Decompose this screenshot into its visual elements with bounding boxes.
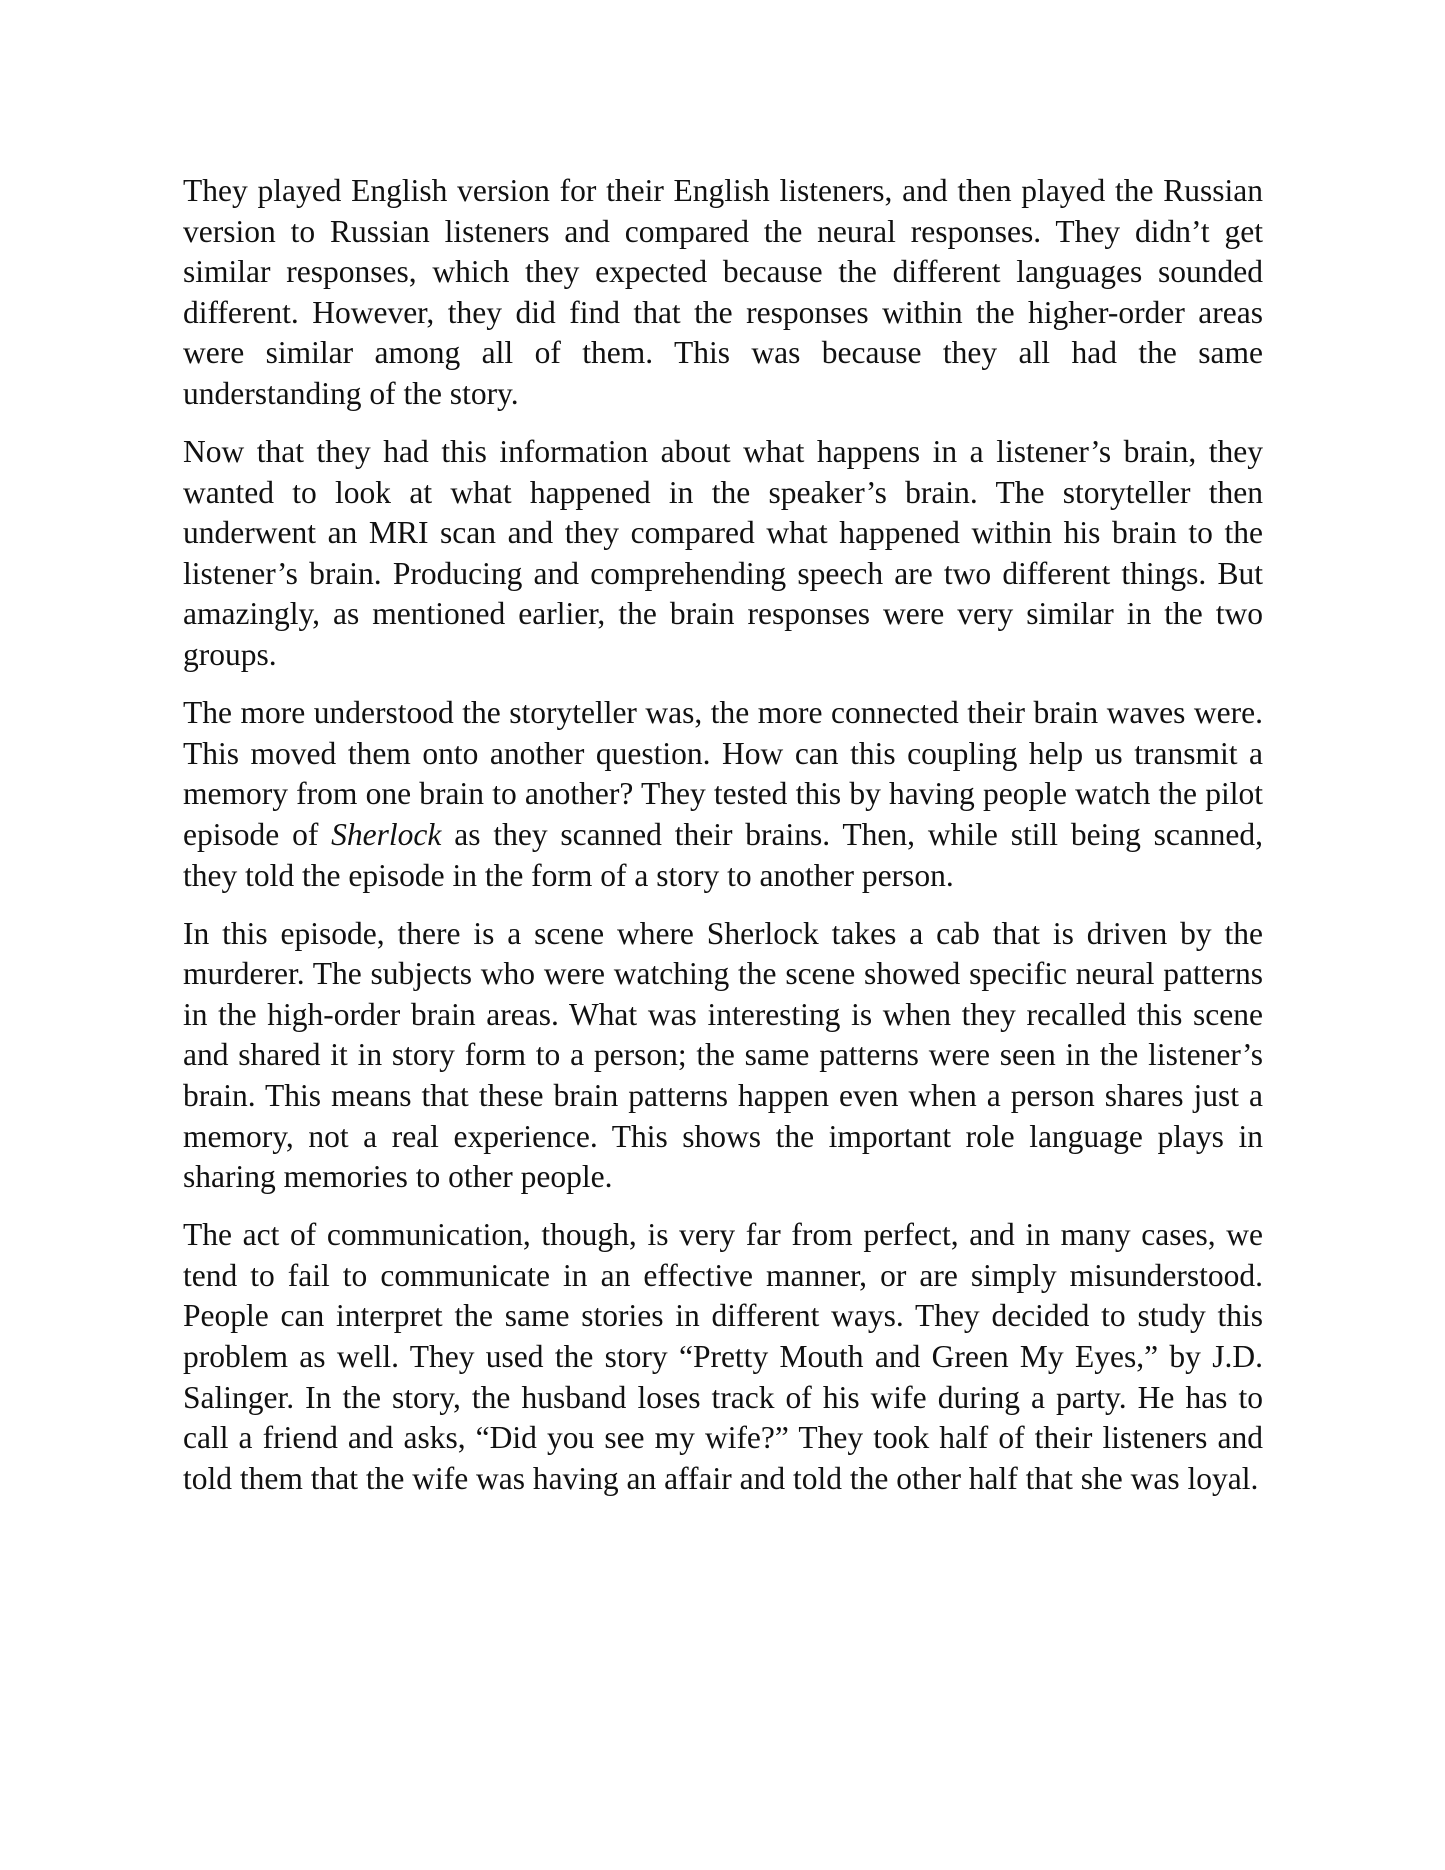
- paragraph-2: Now that they had this information about what happens in a listener’s brain, they wanted to look at what happened in the speaker’s brain. The storyteller then underwent an MRI scan and they compared what happened within his brain to the listener’s brain. Producing and comprehending speech are two different things. But amazingly, as mentioned earlier, the brain responses were very similar in the two groups.: [183, 434, 1263, 673]
- paragraph-1: They played English version for their English listeners, and then played the Russian version to Russian listeners and compared the neural responses. They didn’t get similar responses, which they expected because the different languages sounded different. However, they did find that the responses within the higher-order areas were similar among all of them. This was because they all had the same understanding of the story.: [183, 173, 1263, 411]
- document-body: [183, 171, 1263, 1517]
- sherlock-title-italic: Sherlock: [331, 816, 442, 852]
- paragraph-3-text-after: as they scanned their brains. Then, while still being scanned, they told the episode in the form of a story to another person.: [183, 816, 1263, 893]
- paragraph-5: The act of communication, though, is very far from perfect, and in many cases, we tend to fail to communicate in an effective manner, or are simply misunderstood. People can interpret the same stories in different ways. They decided to study this problem as well. They used the story “Pretty Mouth and Green My Eyes,” by J.D. Salinger. In the story, the husband loses track of his wife during a party. He has to call a friend and asks, “Did you see my wife?” They took half of their listeners and told them that the wife was having an affair and told the other half that she was loyal.: [183, 1217, 1263, 1496]
- paragraph-3-text-before: The more understood the storyteller was, the more connected their brain waves were. This moved them onto another question. How can this coupling help us transmit a memory from one brain to another? They tested this by having people watch the pilot episode of: [183, 695, 1263, 852]
- paragraph-4: In this episode, there is a scene where Sherlock takes a cab that is driven by the murderer. The subjects who were watching the scene showed specific neural patterns in the high-order brain areas. What was interesting is when they recalled this scene and shared it in story form to a person; the same patterns were seen in the listener’s brain. This means that these brain patterns happen even when a person shares just a memory, not a real experience. This shows the important role language plays in sharing memories to other people.: [183, 915, 1263, 1195]
- paragraph-3: [183, 693, 1263, 896]
